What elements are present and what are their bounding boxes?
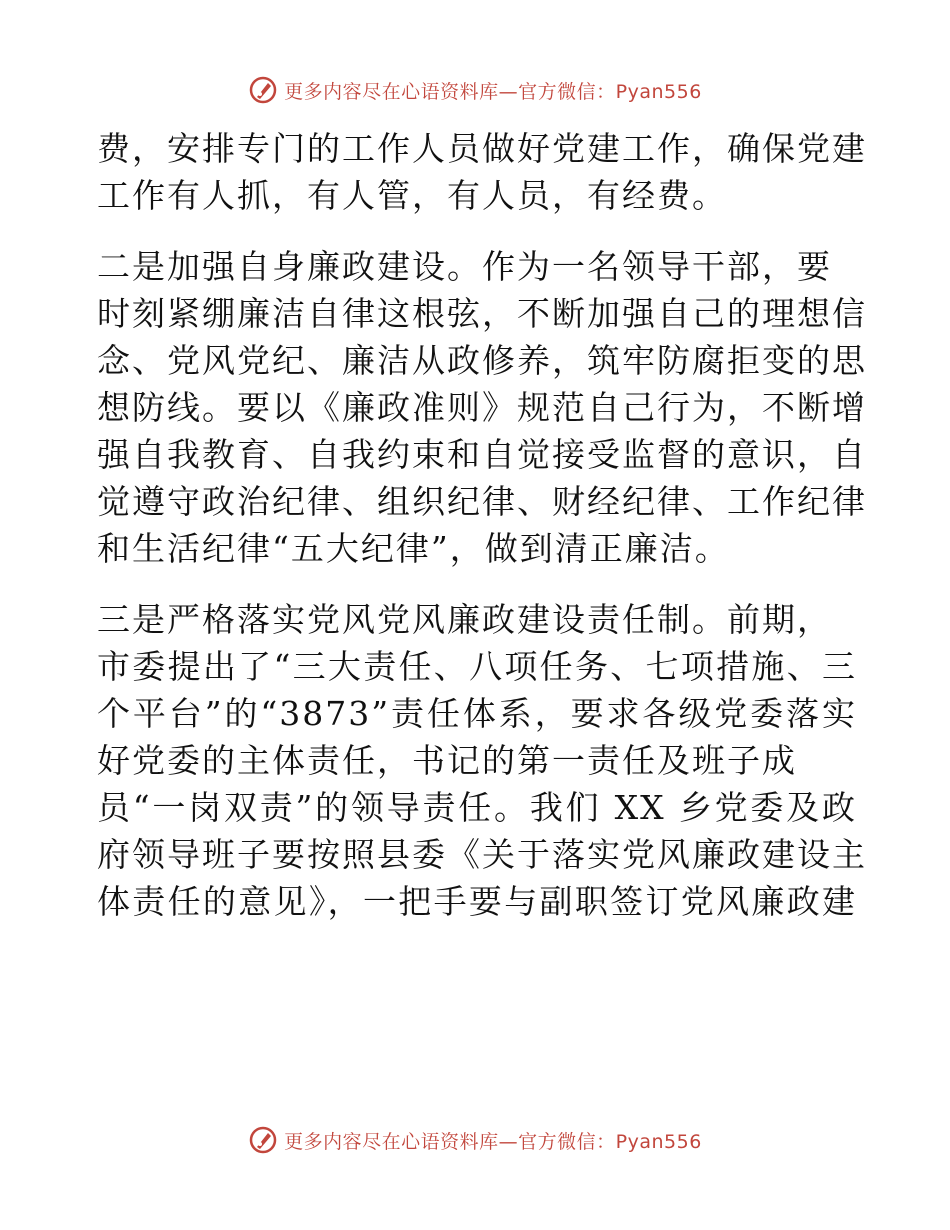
header-banner xyxy=(0,70,950,110)
text-line: 和生活纪律“五大纪律”，做到清正廉洁。 xyxy=(97,529,730,568)
text-line: 念、党风党纪、廉洁从政修养，筑牢防腐拒变的思 xyxy=(97,341,867,380)
text-line: 个平台”的“3873”责任体系，要求各级党委落实 xyxy=(97,694,857,733)
footer-banner-text: 更多内容尽在心语资料库—官方微信：Pyan556 xyxy=(284,1130,702,1153)
document-body xyxy=(97,125,867,925)
footer-banner xyxy=(0,1120,950,1160)
paragraph-2 xyxy=(97,243,867,572)
text-line: 强自我教育、自我约束和自觉接受监督的意识，自 xyxy=(97,435,867,474)
text-line: 体责任的意见》，一把手要与副职签订党风廉政建 xyxy=(97,882,857,921)
text-line: 员“一岗双责”的领导责任。我们 XX 乡党委及政 xyxy=(97,788,857,827)
header-banner-text: 更多内容尽在心语资料库—官方微信：Pyan556 xyxy=(284,80,702,103)
paragraph-3 xyxy=(97,596,867,925)
pen-circle-logo-icon xyxy=(248,1125,278,1155)
text-line: 工作有人抓，有人管，有人员，有经费。 xyxy=(97,176,727,215)
text-line: 三是严格落实党风党风廉政建设责任制。前期， xyxy=(97,600,832,639)
text-line: 费，安排专门的工作人员做好党建工作，确保党建 xyxy=(97,129,867,168)
text-line: 想防线。要以《廉政准则》规范自己行为，不断增 xyxy=(97,388,867,427)
text-line: 府领导班子要按照县委《关于落实党风廉政建设主 xyxy=(97,835,867,874)
text-line: 时刻紧绷廉洁自律这根弦，不断加强自己的理想信 xyxy=(97,294,867,333)
text-line: 二是加强自身廉政建设。作为一名领导干部，要 xyxy=(97,247,832,286)
text-line: 市委提出了“三大责任、八项任务、七项措施、三 xyxy=(97,647,857,686)
text-line: 觉遵守政治纪律、组织纪律、财经纪律、工作纪律 xyxy=(97,482,867,521)
text-line: 好党委的主体责任，书记的第一责任及班子成 xyxy=(97,741,797,780)
pen-circle-logo-icon xyxy=(248,75,278,105)
paragraph-1 xyxy=(97,125,867,219)
